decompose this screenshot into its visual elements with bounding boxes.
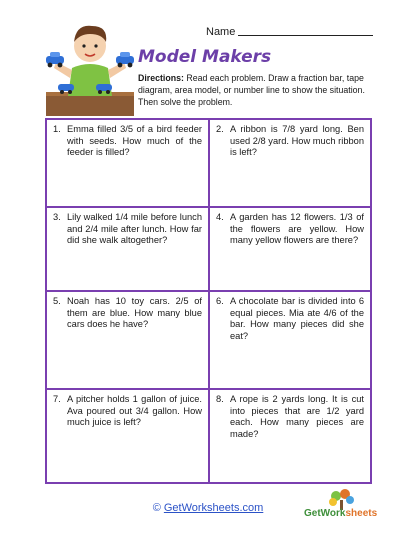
problem-text: Lily walked 1/4 mile before lunch and 2/4 mile after lunch. How far did she walk altogether? <box>67 212 202 245</box>
name-underline <box>238 35 373 36</box>
problem-number: 5. <box>53 296 61 306</box>
problem-box[interactable] <box>47 208 208 290</box>
name-label: Name <box>206 26 236 38</box>
copyright-symbol: © <box>152 502 161 514</box>
problem-box[interactable] <box>210 208 370 290</box>
problem-box[interactable] <box>210 292 370 388</box>
worksheet-title: Model Makers <box>138 47 272 67</box>
problem-text: Noah has 10 toy cars. 2/5 of them are blue. How many blue cars does he have? <box>67 296 202 329</box>
tree-logo-icon <box>306 486 378 526</box>
problem-number: 7. <box>53 394 61 404</box>
problem-box[interactable] <box>47 120 208 206</box>
problem-number: 6. <box>216 296 224 306</box>
problem-box[interactable] <box>210 120 370 206</box>
problem-box[interactable] <box>47 292 208 388</box>
problem-number: 3. <box>53 212 61 222</box>
problem-text: A ribbon is 7/8 yard long. Ben used 2/8 yard. How much ribbon is left? <box>230 124 364 157</box>
problem-box[interactable] <box>47 390 208 482</box>
site-link[interactable]: GetWorksheets.com <box>163 502 264 514</box>
problem-box[interactable] <box>210 390 370 482</box>
boy-shirt <box>68 64 112 96</box>
problem-text: Emma filled 3/5 of a bird feeder with seeds. How much of the feeder is filled? <box>67 124 202 157</box>
problem-text: A pitcher holds 1 gallon of juice. Ava poured out 3/4 gallon. How much juice is left? <box>67 394 202 427</box>
brand-logo-text: GetWorksheets <box>304 508 378 519</box>
problem-text: A rope is 2 yards long. It is cut into pieces that are 1/2 yard each. How many pieces are made? <box>230 394 364 439</box>
boy-with-toy-cars-illustration <box>44 12 136 118</box>
table <box>46 94 134 116</box>
problem-text: A garden has 12 flowers. 1/3 of the flowers are yellow. How many yellow flowers are there? <box>230 212 364 245</box>
problem-number: 2. <box>216 124 224 134</box>
name-field[interactable] <box>206 26 373 38</box>
directions-text: Read each problem. Draw a fraction bar, tape diagram, area model, or number line to show the situation. Then solve the problem. <box>138 73 365 107</box>
problem-number: 8. <box>216 394 224 404</box>
problem-number: 1. <box>53 124 61 134</box>
problem-number: 4. <box>216 212 224 222</box>
problem-text: A chocolate bar is divided into 6 equal pieces. Mia ate 4/6 of the bar. How many pieces did she eat? <box>230 296 364 341</box>
directions <box>138 72 368 108</box>
problem-grid <box>45 118 372 484</box>
directions-label: Directions: <box>138 73 184 83</box>
